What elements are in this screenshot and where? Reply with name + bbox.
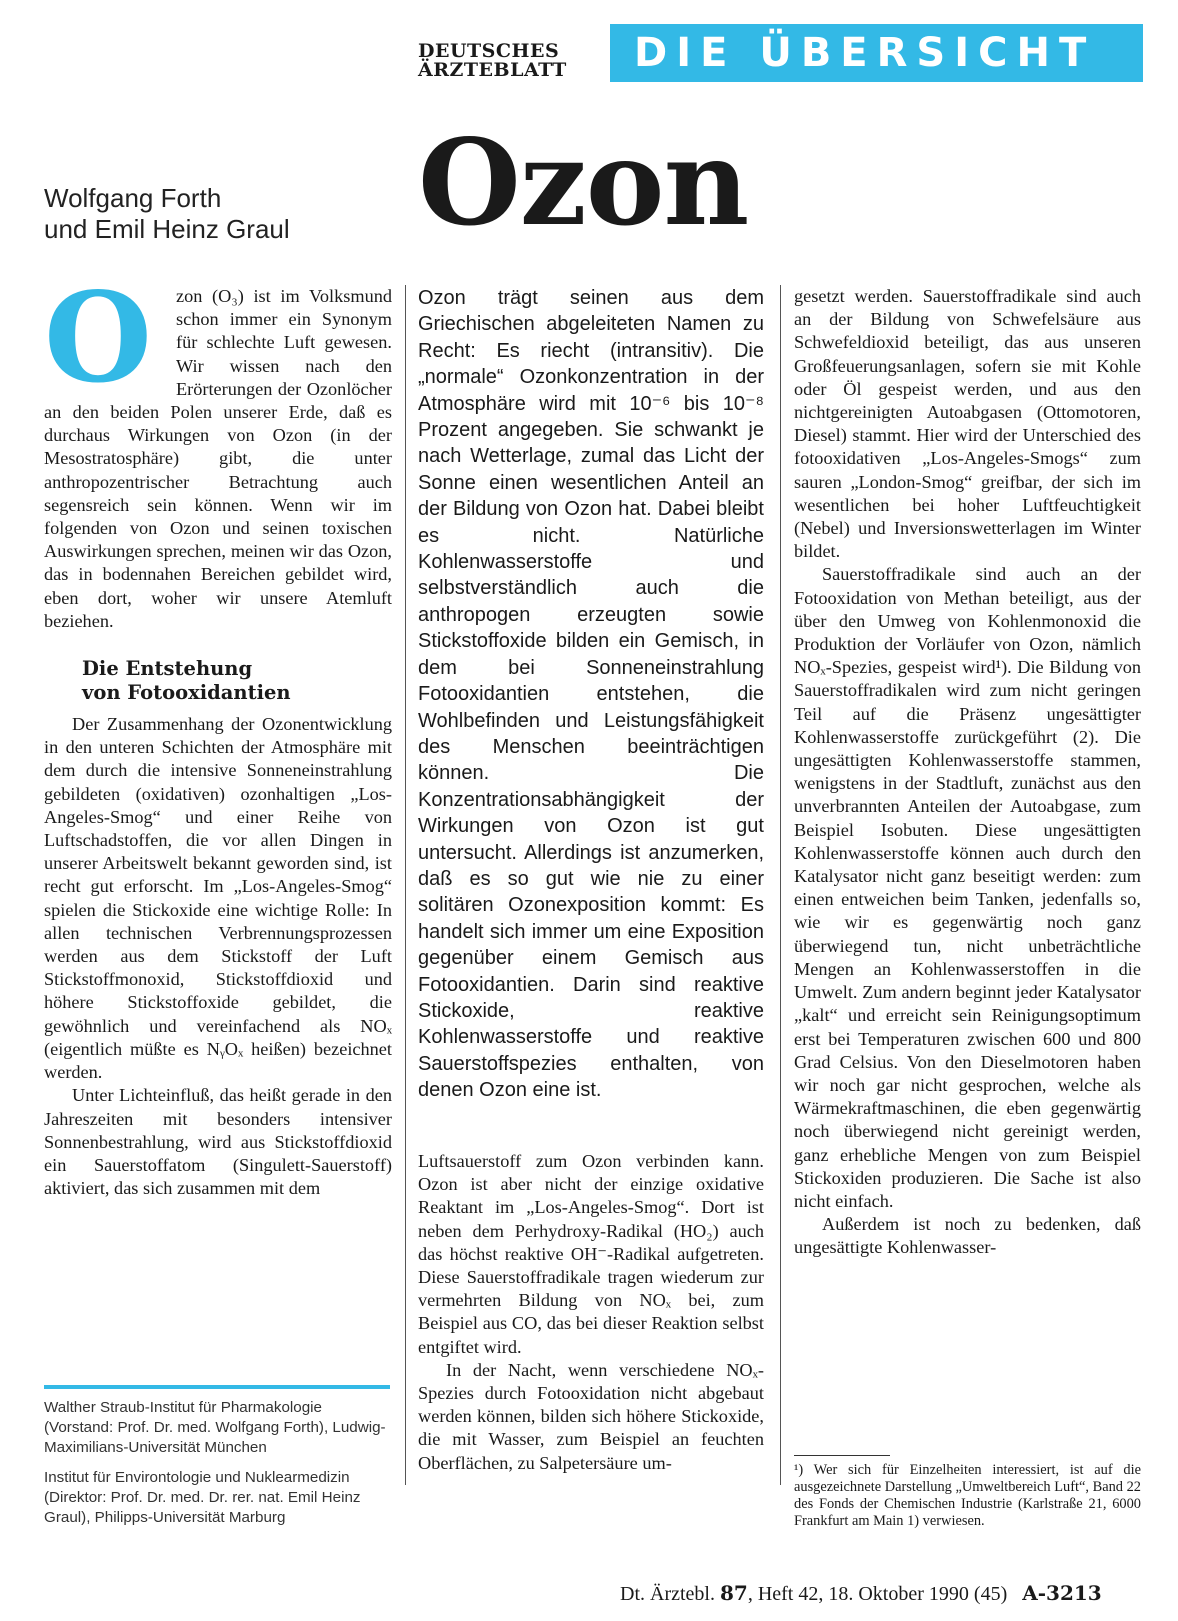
column-2-bottom bbox=[418, 1150, 764, 1475]
drop-cap: O bbox=[44, 266, 153, 411]
page-number: A-3213 bbox=[1022, 1581, 1102, 1605]
affiliation-2: Institut für Environtologie und Nuklearmedizin (Direktor: Prof. Dr. med. Dr. rer. nat. Emil Heinz Graul), Philipps-Universität Marburg bbox=[44, 1469, 361, 1526]
section-heading: Die Entstehung von Fotooxidantien bbox=[82, 657, 291, 705]
intro-text: zon (O₃) ist im Volksmund schon immer ein Synonym für schlechte Luft gewesen. Wir wissen nach den Erörterungen der Ozonlöcher an den beiden Polen unserer Erde, daß es durchaus Wirkungen von Ozon (in der Mesostratosphäre) gibt, die unter anthropozentrischer Betrachtung auch segensreich sein können. Wenn wir im folgenden von Ozon und seinen toxischen Auswirkungen sprechen, meinen wir das Ozon, das in bodennahen Bereichen gebildet wird, eben dort, woher wir unsere Atemluft beziehen. bbox=[44, 286, 392, 631]
column-divider bbox=[780, 285, 781, 1485]
article-title: Ozon bbox=[418, 113, 749, 252]
author-line-2: und Emil Heinz Graul bbox=[44, 214, 290, 244]
volume-number: 87 bbox=[719, 1581, 748, 1605]
author-line-1: Wolfgang Forth bbox=[44, 183, 222, 213]
column-1 bbox=[44, 266, 392, 1200]
footnote: ¹) Wer sich für Einzelheiten interessiert, ist auf die ausgezeichnete Darstellung „Umweltbereich Luft“, Band 22 des Fonds der Chemischen Industrie (Karlstraße 21, 6000 Frankfurt am Main 1) verwiesen. bbox=[794, 1462, 1141, 1529]
paragraph: Unter Lichteinfluß, das heißt gerade in den Jahreszeiten mit besonders intensiver Sonnenbestrahlung, wird aus Stickstoffdioxid ein Sauerstoffatom (Singulett-Sauerstoff) aktiviert, das sich zusammen mit dem bbox=[44, 1085, 392, 1199]
authors bbox=[44, 183, 290, 245]
paragraph: Der Zusammenhang der Ozonentwicklung in den unteren Schichten der Atmosphäre mit dem durch die intensive Sonneneinstrahlung gebildeten (oxidativen) ozonhaltigen „Los-Angeles-Smog“ und einer Reihe von Luftschadstoffen, die vor allen Dingen in unserer Arbeitswelt bekannt geworden sind, ist recht gut erforscht. Im „Los-Angeles-Smog“ spielen die Stickoxide eine wichtige Rolle: In allen technischen Verbrennungsprozessen werden aus dem Stickstoff der Luft Stickstoffmonoxid, Stickstoffdioxid und höhere Stickstoffoxide gebildet, die gewöhnlich und vereinfachend als NOₓ (eigentlich müßte es NᵧOₓ heißen) bezeichnet werden. bbox=[44, 714, 392, 1083]
masthead-line-1: DEUTSCHES bbox=[418, 40, 560, 62]
paragraph: Außerdem ist noch zu bedenken, daß ungesättigte Kohlenwasser- bbox=[794, 1214, 1141, 1258]
paragraph: gesetzt werden. Sauerstoffradikale sind auch an der Bildung von Schwefelsäure aus Schwefeldioxid beteiligt, das aus unseren Großfeuerungsanlagen, sofern sie mit Kohle oder Öl gespeist werden, und aus den nichtgereinigten Autoabgasen (Ottomotoren, Diesel) stammt. Hier wird der Unterschied des fotooxidativen „Los-Angeles-Smogs“ zum sauren „London-Smog“ greifbar, der sich im wesentlichen bei hoher Luftfeuchtigkeit (Nebel) und Inversionswetterlagen im Winter bildet. bbox=[794, 286, 1141, 562]
journal-abbrev: Dt. Ärztebl. bbox=[620, 1583, 715, 1605]
footnote-rule bbox=[794, 1455, 890, 1456]
column-2-top bbox=[418, 285, 764, 1104]
journal-masthead bbox=[418, 42, 567, 80]
masthead-line-2: ÄRZTEBLATT bbox=[418, 59, 567, 81]
intro-paragraph bbox=[44, 266, 392, 633]
column-divider bbox=[405, 285, 406, 1485]
paragraph: Luftsauerstoff zum Ozon verbinden kann. Ozon ist aber nicht der einzige oxidative Reaktant im „Los-Angeles-Smog“. Dort ist neben dem Perhydroxy-Radikal (HO₂) auch das höchst reaktive OH⁻-Radikal aufgetreten. Diese Sauerstoffradikale tragen wiederum zur vermehrten Bildung von NOₓ bei, zum Beispiel aus CO, das bei dieser Reaktion selbst entgiftet wird. bbox=[418, 1151, 764, 1357]
affiliation-rule bbox=[44, 1385, 390, 1389]
section-banner: DIE ÜBERSICHT bbox=[610, 24, 1143, 82]
paragraph: In der Nacht, wenn verschiedene NOₓ-Spezies durch Fotooxidation nicht abgebaut werden können, bilden sich höhere Stickoxide, die mit Wasser, zum Beispiel an feuchten Oberflächen, zu Salpetersäure um- bbox=[418, 1359, 764, 1473]
page-footer bbox=[620, 1581, 1102, 1606]
affiliation-1: Walther Straub-Institut für Pharmakologie (Vorstand: Prof. Dr. med. Wolfgang Forth), Ludwig-Maximilians-Universität München bbox=[44, 1399, 386, 1456]
paragraph: Ozon trägt seinen aus dem Griechischen abgeleiteten Namen zu Recht: Es riecht (intransitiv). Die „normale“ Ozonkonzentration in der Atmosphäre wird mit 10⁻⁶ bis 10⁻⁸ Prozent angegeben. Sie schwankt je nach Wetterlage, zumal das Licht der Sonne einen wesentlichen Anteil an der Bildung von Ozon hat. Dabei bleibt es nicht. Natürliche Kohlenwasserstoffe und selbstverständlich auch die anthropogen erzeugten sowie Stickstoffoxide bilden ein Gemisch, in dem bei Sonneneinstrahlung Fotooxidantien entstehen, die Wohlbefinden und Leistungsfähigkeit des Menschen beeinträchtigen können. Die Konzentrationsabhängigkeit der Wirkungen von Ozon ist gut untersucht. Allerdings ist anzumerken, daß es so gut wie nie zu einer solitären Ozonexposition kommt: Es handelt sich immer um eine Exposition gegenüber einem Gemisch aus Fotooxidantien. Darin sind reaktive Stickoxide, reaktive Kohlenwasserstoffe und reaktive Sauerstoffspezies enthalten, von denen Ozon eine ist. bbox=[418, 287, 764, 1102]
column-3 bbox=[794, 285, 1141, 1260]
issue-info: , Heft 42, 18. Oktober 1990 (45) bbox=[747, 1583, 1008, 1605]
paragraph: Sauerstoffradikale sind auch an der Fotooxidation von Methan beteiligt, aus der über den Umweg von Kohlenmonoxid die Produktion der Vorläufer von Ozon, nämlich NOₓ-Spezies, gespeist wird¹). Die Bildung von Sauerstoffradikalen wird zum nicht geringen Teil auf die Präsenz ungesättigter Kohlenwasserstoffe zurückgeführt (2). Die ungesättigten Kohlenwasserstoffe stammen, wenigstens in der Stadtluft, zunächst aus den unverbrannten Anteilen der Autoabgase, zum Beispiel Isobuten. Diese ungesättigten Kohlenwasserstoffe können auch durch den Katalysator nicht ganz beseitigt werden: zum einen entweichen beim Tanken, jedenfalls so, wie wir es gegenwärtig noch ganz überwiegend tun, nicht unbeträchtliche Mengen an Kohlenwasserstoffen in die Umwelt. Zum andern beginnt jeder Katalysator „kalt“ und erreicht sein Reinigungsoptimum erst bei Temperaturen zwischen 600 und 800 Grad Celsius. Von den Dieselmotoren haben wir noch gar nicht gesprochen, welche als Wärmekraftmaschinen, die eben gegenwärtig noch überwiegend nicht gereinigt werden, ganz erhebliche Mengen von zum Beispiel Stickoxiden produzieren. Die Sache ist also nicht einfach. bbox=[794, 564, 1141, 1211]
